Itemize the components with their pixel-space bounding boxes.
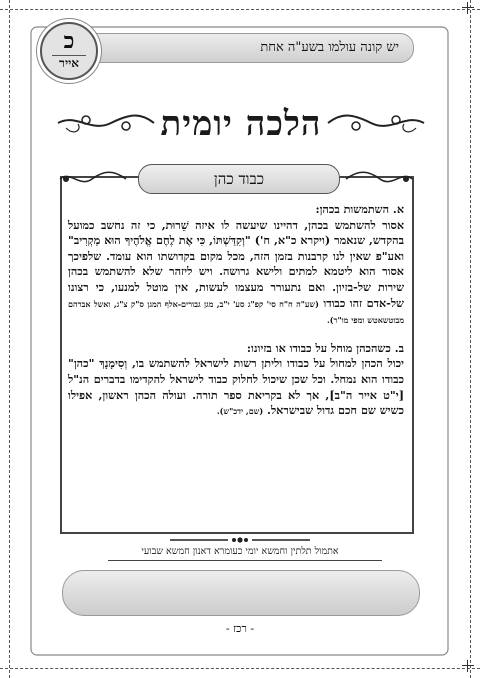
header-banner <box>58 33 414 63</box>
source-citation: (שם, ידכ"ש). <box>216 406 264 417</box>
date-medallion <box>40 22 98 80</box>
title-area <box>56 100 426 148</box>
daily-quote: יש קונה עולמו בשע"ה אחת <box>260 40 399 55</box>
divider-ornament-icon <box>170 536 310 544</box>
corner-ornament-icon <box>58 170 128 188</box>
section-heading: ב. כשהכהן מוחל על כבודו או בזיונו: <box>246 340 404 355</box>
cut-line <box>0 668 480 669</box>
section-subtitle: כבוד כהן <box>213 170 265 188</box>
flourish-ornament-icon <box>326 108 426 138</box>
page-number: - רכז - <box>225 622 255 635</box>
paragraph-text: אסור להשתמש בכהן, דהיינו שיעשה לו איזה שֵׁרוּת, כי זה נחשב כמועל בהקדש, שנאמר (ויקרא כ"א, ח') "וְקִדַּשְׁתּוֹ, כִּי אֶת לֶחֶם אֱלֹהֶיךָ הוּא מַקְרִיב" ואע"פ שאין לנו קרבנות בזמן הזה, מכל מקום בקדושתו הוא עומד. שלפיכך אסור הוא ליטמא למתים ולישא גרושה. ויש ליזהר שלא להשתמש בכהן שירות של-בזיון. ואם נתעורר מעצמו לעשות, אין מוטל למנעו, כי רצונו של-אדם זהו כבודו <box>68 217 404 310</box>
source-citation: (שע"ה ח"ח סי' קפ"ג סע' י"ב, מגן גבורים-אלף המגן ס"ק צ"ג, ואשל אברהם מבוטשאטש ומפי מו"ר). <box>68 298 404 326</box>
subtitle-tab <box>138 164 340 194</box>
corner-ornament-icon <box>344 170 414 188</box>
section-paragraph <box>68 356 404 419</box>
registration-mark-icon <box>462 660 474 672</box>
footer-rule <box>108 560 382 561</box>
page-title: הלכה יומית <box>160 104 322 144</box>
footer-banner <box>62 570 420 616</box>
paragraph-text: יכול הכהן למחול על כבודו וליתן רשות לישראל להשתמש בו, וְסִימָנָךְ "כהן" כבודו הוא נמחל. וכל שכן שיכול לחלוק כבוד לישראל להקדימו בדברים הנ"ל [י"ט אייר ה"ב], אך לא בקריאת ספר תורה. ועולה הכהן ראשון, אפילו כשיש שם חכם גדול שבישראל. <box>68 356 404 418</box>
date-day: כ <box>63 28 75 54</box>
cut-line <box>0 9 480 10</box>
body-text <box>68 202 404 420</box>
section-paragraph <box>68 218 404 329</box>
omer-count-note: אתמול תלתין וחמשא יומי כעומרא דאנון חמשא שבועי <box>141 546 339 557</box>
date-month: אייר <box>52 55 86 70</box>
cut-line <box>9 0 10 678</box>
cut-line <box>470 0 471 678</box>
section-heading: א. השתמשות בכהן: <box>315 202 404 216</box>
registration-mark-icon <box>462 2 474 14</box>
